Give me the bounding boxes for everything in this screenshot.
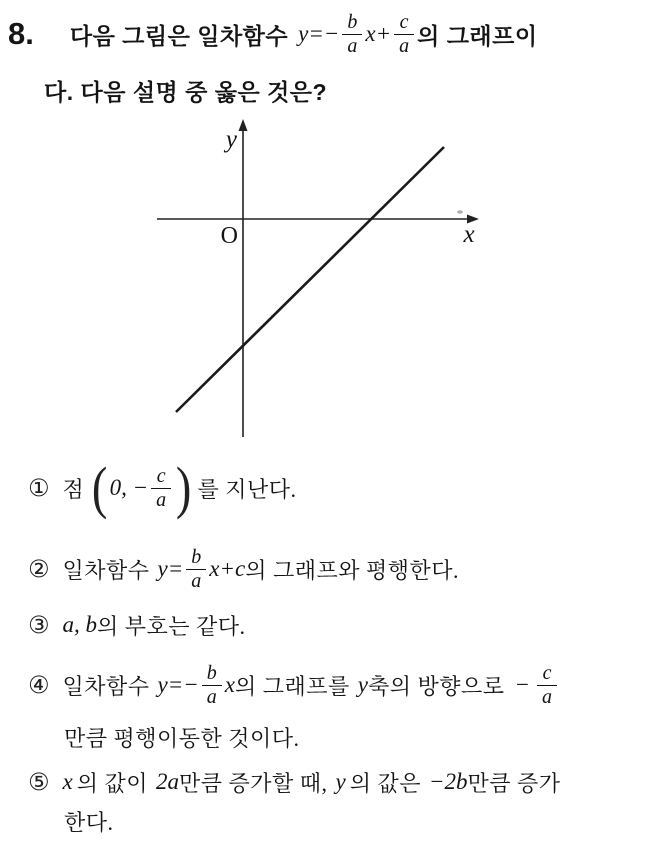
option-5-marker: ⑤ (28, 768, 50, 796)
option-5 (28, 764, 561, 800)
option-3-marker: ③ (28, 611, 50, 639)
formula-mid: x+ (365, 21, 392, 46)
option-5-line2: 한다. (64, 810, 114, 835)
option-1 (28, 452, 296, 524)
option-2-pre: 일차함수 (62, 557, 150, 583)
option-2-fraction: $\frac{b}{a}$ (186, 547, 206, 592)
title-formula (298, 12, 417, 57)
option-1-fraction: $\frac{c}{a}$ (151, 466, 171, 511)
problem-question: 다. 다음 설명 중 옳은 것은? (44, 79, 328, 105)
option-4-pre: 일차함수 (62, 673, 150, 699)
x-axis-label: x (463, 221, 475, 248)
option-2-formula-lead: y= (157, 556, 184, 581)
option-3-math: a, b (62, 612, 98, 637)
function-graph (108, 113, 508, 452)
option-3-post: 의 부호는 같다. (97, 613, 246, 639)
option-3 (28, 608, 246, 642)
option-4-line2: 만큼 평행이동한 것이다. (64, 726, 300, 751)
origin-label: O (220, 223, 238, 249)
option-4-mid2: 축의 방향으로 (367, 673, 505, 699)
formula-lead: y=− (298, 21, 340, 46)
graph-svg (108, 113, 508, 447)
option-4-minus: − (514, 672, 531, 697)
option-4-formula-lead: y=− (157, 672, 199, 697)
problem-header (8, 4, 538, 64)
stray-mark (457, 210, 463, 213)
option-4-fraction-1: $\frac{b}{a}$ (202, 663, 222, 708)
option-2-post: 의 그래프와 평행한다. (245, 557, 459, 583)
option-4-y-var: y (357, 672, 368, 697)
option-4-formula-tail: x (224, 672, 235, 697)
option-5-m2: −2b (429, 769, 468, 794)
option-5-t4: 만큼 증가 (467, 770, 561, 796)
option-2-marker: ② (28, 555, 50, 583)
option-2 (28, 540, 459, 598)
title-text-pre: 다음 그림은 일차함수 (69, 22, 289, 49)
option-1-post: 를 지난다. (197, 476, 297, 502)
fraction-b-over-a: $\frac{b}{a}$ (342, 12, 362, 57)
title-text-post: 의 그래프이 (417, 22, 538, 49)
problem-number: 8. (8, 16, 34, 51)
option-5-m1: 2a (156, 769, 179, 794)
close-paren: ) (176, 454, 192, 520)
option-5-t1: 의 값이 (76, 770, 148, 796)
option-5-t3: 의 값은 (349, 770, 421, 796)
graph-line (176, 147, 444, 412)
option-4-fraction-2: $\frac{c}{a}$ (537, 663, 557, 708)
option-5-x-var: x (62, 769, 73, 794)
y-axis-arrowhead-icon (239, 119, 248, 131)
option-4-mid1: 의 그래프를 (235, 673, 350, 699)
fraction-c-over-a: $\frac{c}{a}$ (394, 12, 414, 57)
open-paren: ( (92, 454, 108, 520)
y-axis-label: y (225, 126, 237, 153)
option-4 (28, 654, 560, 716)
option-1-coord: 0, − (109, 475, 149, 500)
option-5-y-var: y (335, 769, 346, 794)
option-1-marker: ① (28, 474, 50, 502)
option-2-formula-tail: x+c (209, 556, 246, 581)
option-1-pre: 점 (62, 476, 85, 502)
option-4-marker: ④ (28, 671, 50, 699)
option-5-t2: 만큼 증가할 때, (179, 770, 328, 796)
